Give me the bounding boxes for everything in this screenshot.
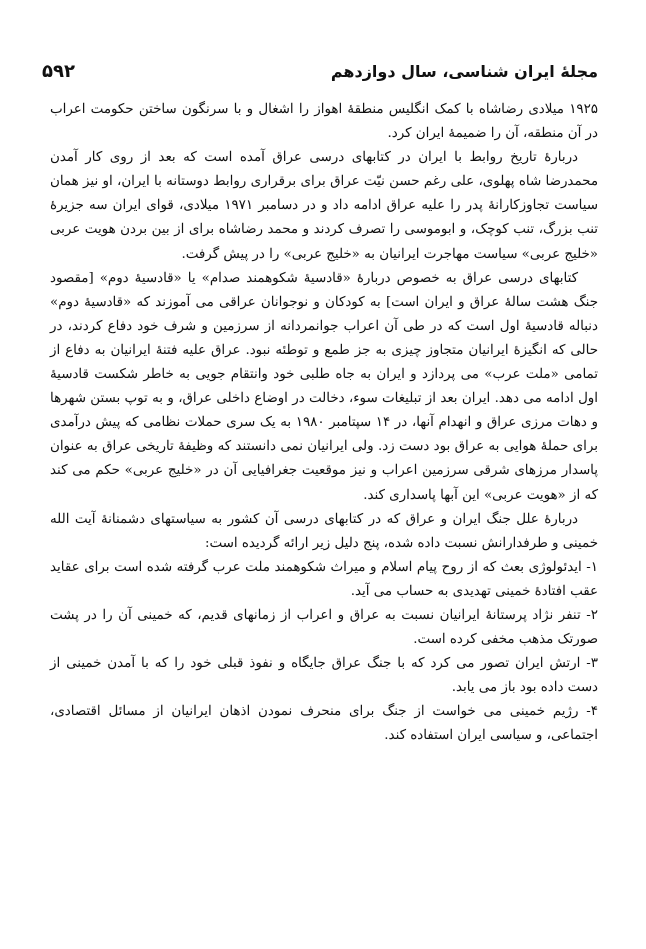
list-item: ۴- رژیم خمینی می خواست از جنگ برای منحرف نمودن اذهان ایرانیان از مسائل اقتصادی، اجتماعی، و سیاسی ایران استفاده کند. [50,704,598,744]
list-item: ۱- ایدئولوژی بعث که از روح پیام اسلام و میراث شکوهمند ملت عرب گرفته شده است برای عقاید عقب افتادهٔ خمینی تهدیدی به حساب می آید. [50,559,598,599]
paragraph: کتابهای درسی عراق به خصوص دربارهٔ «قادسیهٔ شکوهمند صدام» یا «قادسیهٔ دوم» [مقصود جنگ هشت سالهٔ عراق و ایران است] به کودکان و نوجوانان عراقی می آموزند که «قادسیهٔ دوم» دنباله قادسیهٔ اول است که در طی آن اعراب جوانمردانه از سرزمین و شرف خود دفاع کردند، در حالی که انگیزهٔ ایرانیان متجاوز چیزی به جز طمع و توطئه نبود. عراق علیه فتنهٔ ایرانیان به دفاع از تمامی «ملت عرب» می پردازد و ایران به جاه طلبی خود وانتقام جویی به خاطر شکست قادسیهٔ اول ادامه می دهد. ایران بعد از تبلیغات سوء، دخالت در اوضاع داخلی عراق، و به توپ بستن شهرها و دهات مرزی عراق و انهدام آنها، در ۱۴ سپتامبر ۱۹۸۰ به یک سری حملات نظامی که پیش درآمدی برای حملهٔ هوایی به عراق بود دست زد. ولی ایرانیان نمی دانستند که وظیفهٔ تاریخی عراق به عنوان پاسدار مرزهای شرقی سرزمین اعراب و نیز موقعیت جغرافیایی آن در «خلیج عربی» حکم می کند که از «هویت عربی» این آبها پاسداری کند. [50,270,598,503]
paragraph: دربارهٔ علل جنگ ایران و عراق که در کتابهای درسی آن کشور به سیاستهای دشمنانهٔ آیت الله خمینی و طرفدارانش نسبت داده شده، پنج دلیل زیر ارائه گردیده است: [50,511,598,551]
list-item: ۳- ارتش ایران تصور می کرد که با جنگ عراق جایگاه و نفوذ قبلی خود را که با آمدن خمینی از دست داده بود باز می یابد. [50,656,598,696]
running-title: مجلهٔ ایران شناسی، سال دوازدهم [330,61,598,81]
paragraph: دربارهٔ تاریخ روابط با ایران در کتابهای درسی عراق آمده است که بعد از روی کار آمدن محمدرضا شاه پهلوی، علی رغم حسن نیّت عراق برای برقراری روابط دوستانه با ایران، او نیز همان سیاست تجاوزکارانهٔ پدر را علیه عراق ادامه داد و در دسامبر ۱۹۷۱ میلادی، قوای ایران سه جزیرهٔ تنب بزرگ، تنب کوچک، و ابوموسی را تصرف کردند و محمد رضاشاه برای از بین بردن هویت عربی «خلیج عربی» سیاست مهاجرت ایرانیان به «خلیج عربی» را در پیش گرفت. [50,150,598,262]
body-text [50,98,598,749]
paragraph: ۱۹۲۵ میلادی رضاشاه با کمک انگلیس منطقهٔ اهواز را اشغال و با سرنگون ساختن حکومت اعراب در آن منطقه، آن را ضمیمهٔ ایران کرد. [50,102,598,142]
list-item: ۲- تنفر نژاد پرستانهٔ ایرانیان نسبت به عراق و اعراب از زمانهای قدیم، که خمینی آن را در پشت صورتک مذهب مخفی کرده است. [50,607,598,648]
page-header [42,58,598,84]
page-number: ۵۹۲ [42,60,75,82]
